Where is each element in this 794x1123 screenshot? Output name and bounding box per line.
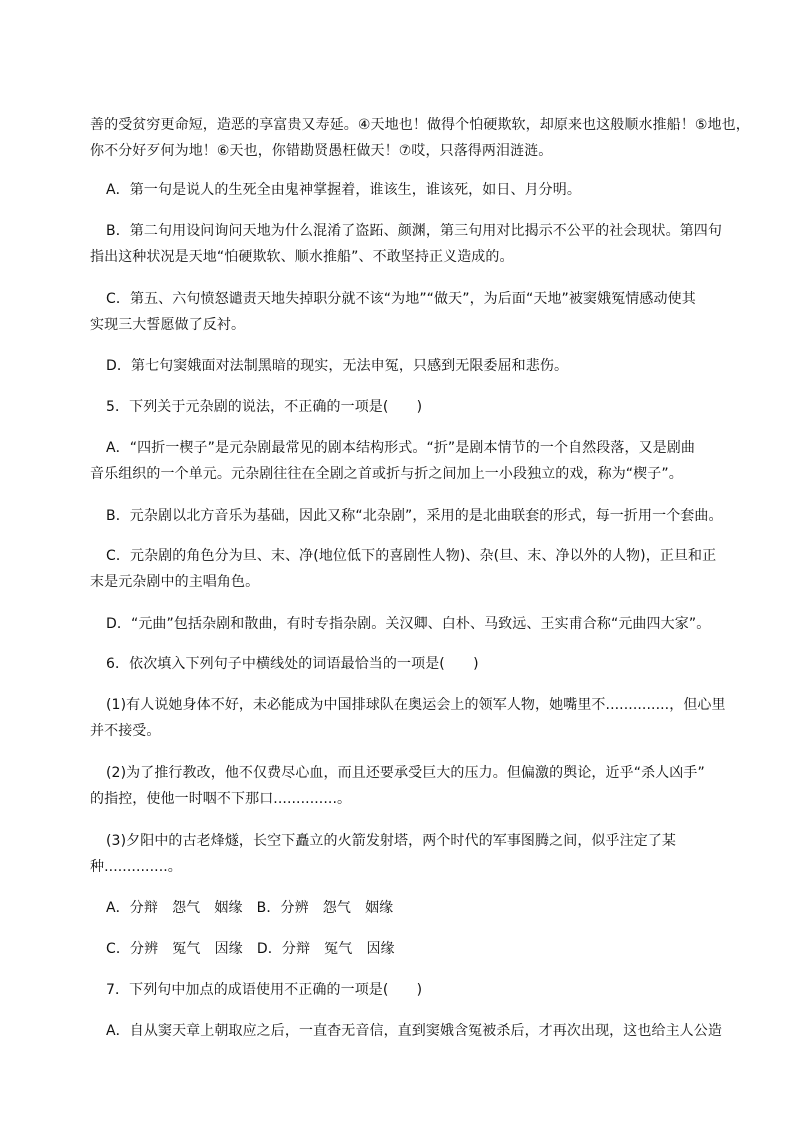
- text-line: 并不接受。: [90, 723, 161, 739]
- option-5a: [90, 435, 720, 487]
- options-6-ab: [106, 895, 720, 921]
- text-line: 实现三大誓愿做了反衬。: [90, 317, 246, 333]
- sentence-6-3: [90, 828, 720, 880]
- text-line: 种..............。: [90, 859, 182, 875]
- option-5c: [90, 543, 720, 595]
- text-line: 7．下列句中加点的成语使用不正确的一项是( ): [106, 982, 423, 998]
- text-line: A．分辩 怨气 姻缘 B．分辨 怨气 姻缘: [106, 900, 394, 916]
- text-line: 你不分好歹何为地！⑥天也，你错勘贤愚枉做天！⑦哎，只落得两泪涟涟。: [90, 143, 553, 159]
- paragraph-poem-continuation: [90, 112, 750, 164]
- text-line: (3)夕阳中的古老烽燧，长空下矗立的火箭发射塔，两个时代的军事图腾之间，似乎注定了某: [106, 833, 677, 849]
- question-5: [106, 394, 720, 420]
- text-line: (2)为了推行教改，他不仅费尽心血，而且还要承受巨大的压力。但偏激的舆论，近乎“杀人凶手”: [106, 765, 705, 781]
- option-5d: [106, 611, 720, 637]
- text-line: A．第一句是说人的生死全由鬼神掌握着，谁该生，谁该死，如日、月分明。: [106, 182, 581, 198]
- option-5b: [106, 503, 723, 529]
- text-line: C．第五、六句愤怒谴责天地失掉职分就不该“为地”“做天”，为后面“天地”被窦娥冤情感动使其: [106, 291, 696, 307]
- text-line: A．“四折一楔子”是元杂剧最常见的剧本结构形式。“折”是剧本情节的一个自然段落，又是剧曲: [106, 440, 695, 456]
- text-line: 指出这种状况是天地“怕硬欺软、顺水推船”、不敢坚持正义造成的。: [90, 249, 514, 265]
- text-line: A．自从窦天章上朝取应之后，一直杳无音信，直到窦娥含冤被杀后，才再次出现，这也给主人公造: [106, 1023, 722, 1039]
- options-6-cd: [106, 936, 720, 962]
- text-line: 善的受贫穷更命短，造恶的享富贵又寿延。④天地也！做得个怕硬欺软，却原来也这般顺水推船！⑤地也，: [90, 117, 750, 133]
- option-4d: [106, 353, 720, 379]
- text-line: 末是元杂剧中的主唱角色。: [90, 574, 260, 590]
- question-7: [106, 977, 720, 1003]
- option-4c: [90, 286, 720, 338]
- text-line: (1)有人说她身体不好，未必能成为中国排球队在奥运会上的领军人物，她嘴里不..............，但心里: [106, 697, 726, 713]
- text-line: C．元杂剧的角色分为旦、末、净(地位低下的喜剧性人物)、杂(旦、末、净以外的人物)，正旦和正: [106, 548, 717, 564]
- sentence-6-1: [90, 692, 726, 744]
- text-line: D．“元曲”包括杂剧和散曲，有时专指杂剧。关汉卿、白朴、马致远、王实甫合称“元曲四大家”。: [106, 616, 711, 632]
- text-line: D．第七句窦娥面对法制黑暗的现实，无法申冤，只感到无限委屈和悲伤。: [106, 358, 569, 374]
- question-6: [106, 651, 720, 677]
- option-4b: [90, 218, 723, 270]
- sentence-6-2: [90, 760, 720, 812]
- text-line: 的指控，使他一时咽不下那口..............。: [90, 791, 352, 807]
- option-7a: [106, 1018, 720, 1044]
- text-line: B．元杂剧以北方音乐为基础，因此又称“北杂剧”，采用的是北曲联套的形式，每一折用一个套曲。: [106, 508, 723, 524]
- text-line: C．分辨 冤气 因缘 D．分辩 冤气 因缘: [106, 941, 395, 957]
- text-line: 6．依次填入下列句子中横线处的词语最恰当的一项是( ): [106, 656, 479, 672]
- text-line: B．第二句用设问询问天地为什么混淆了盗跖、颜渊，第三句用对比揭示不公平的社会现状。第四句: [106, 223, 723, 239]
- text-line: 音乐组织的一个单元。元杂剧往往在全剧之首或折与折之间加上一小段独立的戏，称为“楔子”。: [90, 466, 683, 482]
- option-4a: [106, 177, 720, 203]
- text-line: 5．下列关于元杂剧的说法，不正确的一项是( ): [106, 399, 423, 415]
